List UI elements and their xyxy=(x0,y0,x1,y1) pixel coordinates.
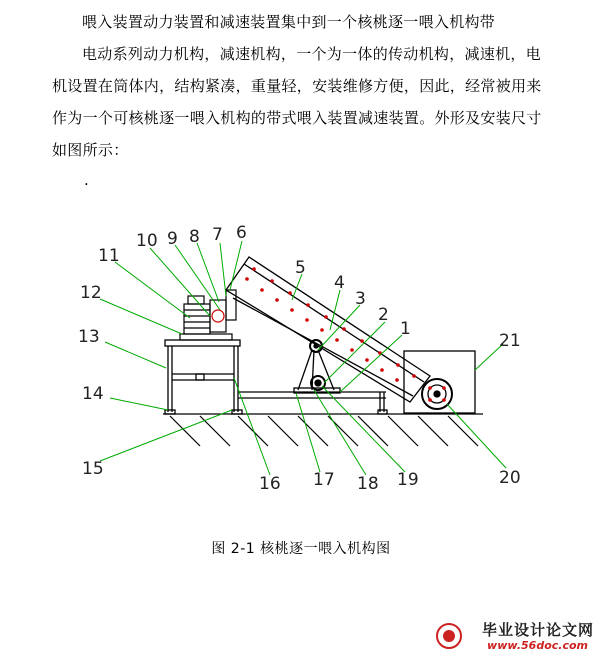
callout-13: 13 xyxy=(78,327,100,347)
ground xyxy=(163,414,483,446)
callout-10: 10 xyxy=(136,231,158,251)
callout-14: 14 xyxy=(82,384,104,404)
callout-21: 21 xyxy=(499,331,521,351)
callout-7: 7 xyxy=(212,225,223,245)
callout-20: 20 xyxy=(499,468,521,488)
callout-8: 8 xyxy=(189,227,200,247)
callout-4: 4 xyxy=(334,273,345,293)
callout-6: 6 xyxy=(236,223,247,243)
hopper-box xyxy=(404,351,475,413)
figure-caption: 图 2-1 核桃逐一喂入机构图 xyxy=(211,541,391,557)
conveyor-red-marks xyxy=(245,267,416,382)
main-frame xyxy=(238,392,387,414)
callout-11: 11 xyxy=(98,246,120,266)
callout-19: 19 xyxy=(397,470,419,490)
callout-9: 9 xyxy=(167,229,178,249)
center-support xyxy=(294,340,340,393)
callout-17: 17 xyxy=(313,470,335,490)
callout-5: 5 xyxy=(295,258,306,278)
left-frame xyxy=(165,340,242,414)
callout-16: 16 xyxy=(259,474,281,494)
callout-2: 2 xyxy=(378,305,389,325)
watermark-title: 毕业设计论文网 xyxy=(481,621,594,639)
paragraph-intro: 喂入装置动力装置和减速装置集中到一个核桃逐一喂入机构带 xyxy=(82,13,496,31)
watermark-url: www.56doc.com xyxy=(487,639,588,652)
paragraph-body: 电动系列动力机构，减速机构，一个为一体的传动机构，减速机，电机设置在筒体内，结构紧凑，重量轻，安装维修方便，因此，经常被用来作为一个可核桃逐一喂入机构的带式喂入装置减速装置。外形及安装尺寸如图所示： xyxy=(52,45,542,159)
watermark-logo-icon xyxy=(434,621,464,651)
stray-dot: . xyxy=(84,171,89,189)
motor-assembly xyxy=(180,290,236,340)
callout-12: 12 xyxy=(80,283,102,303)
callout-3: 3 xyxy=(355,289,366,309)
callout-15: 15 xyxy=(82,459,104,479)
callout-1: 1 xyxy=(400,319,411,339)
watermark xyxy=(434,619,594,659)
callout-18: 18 xyxy=(357,474,379,494)
